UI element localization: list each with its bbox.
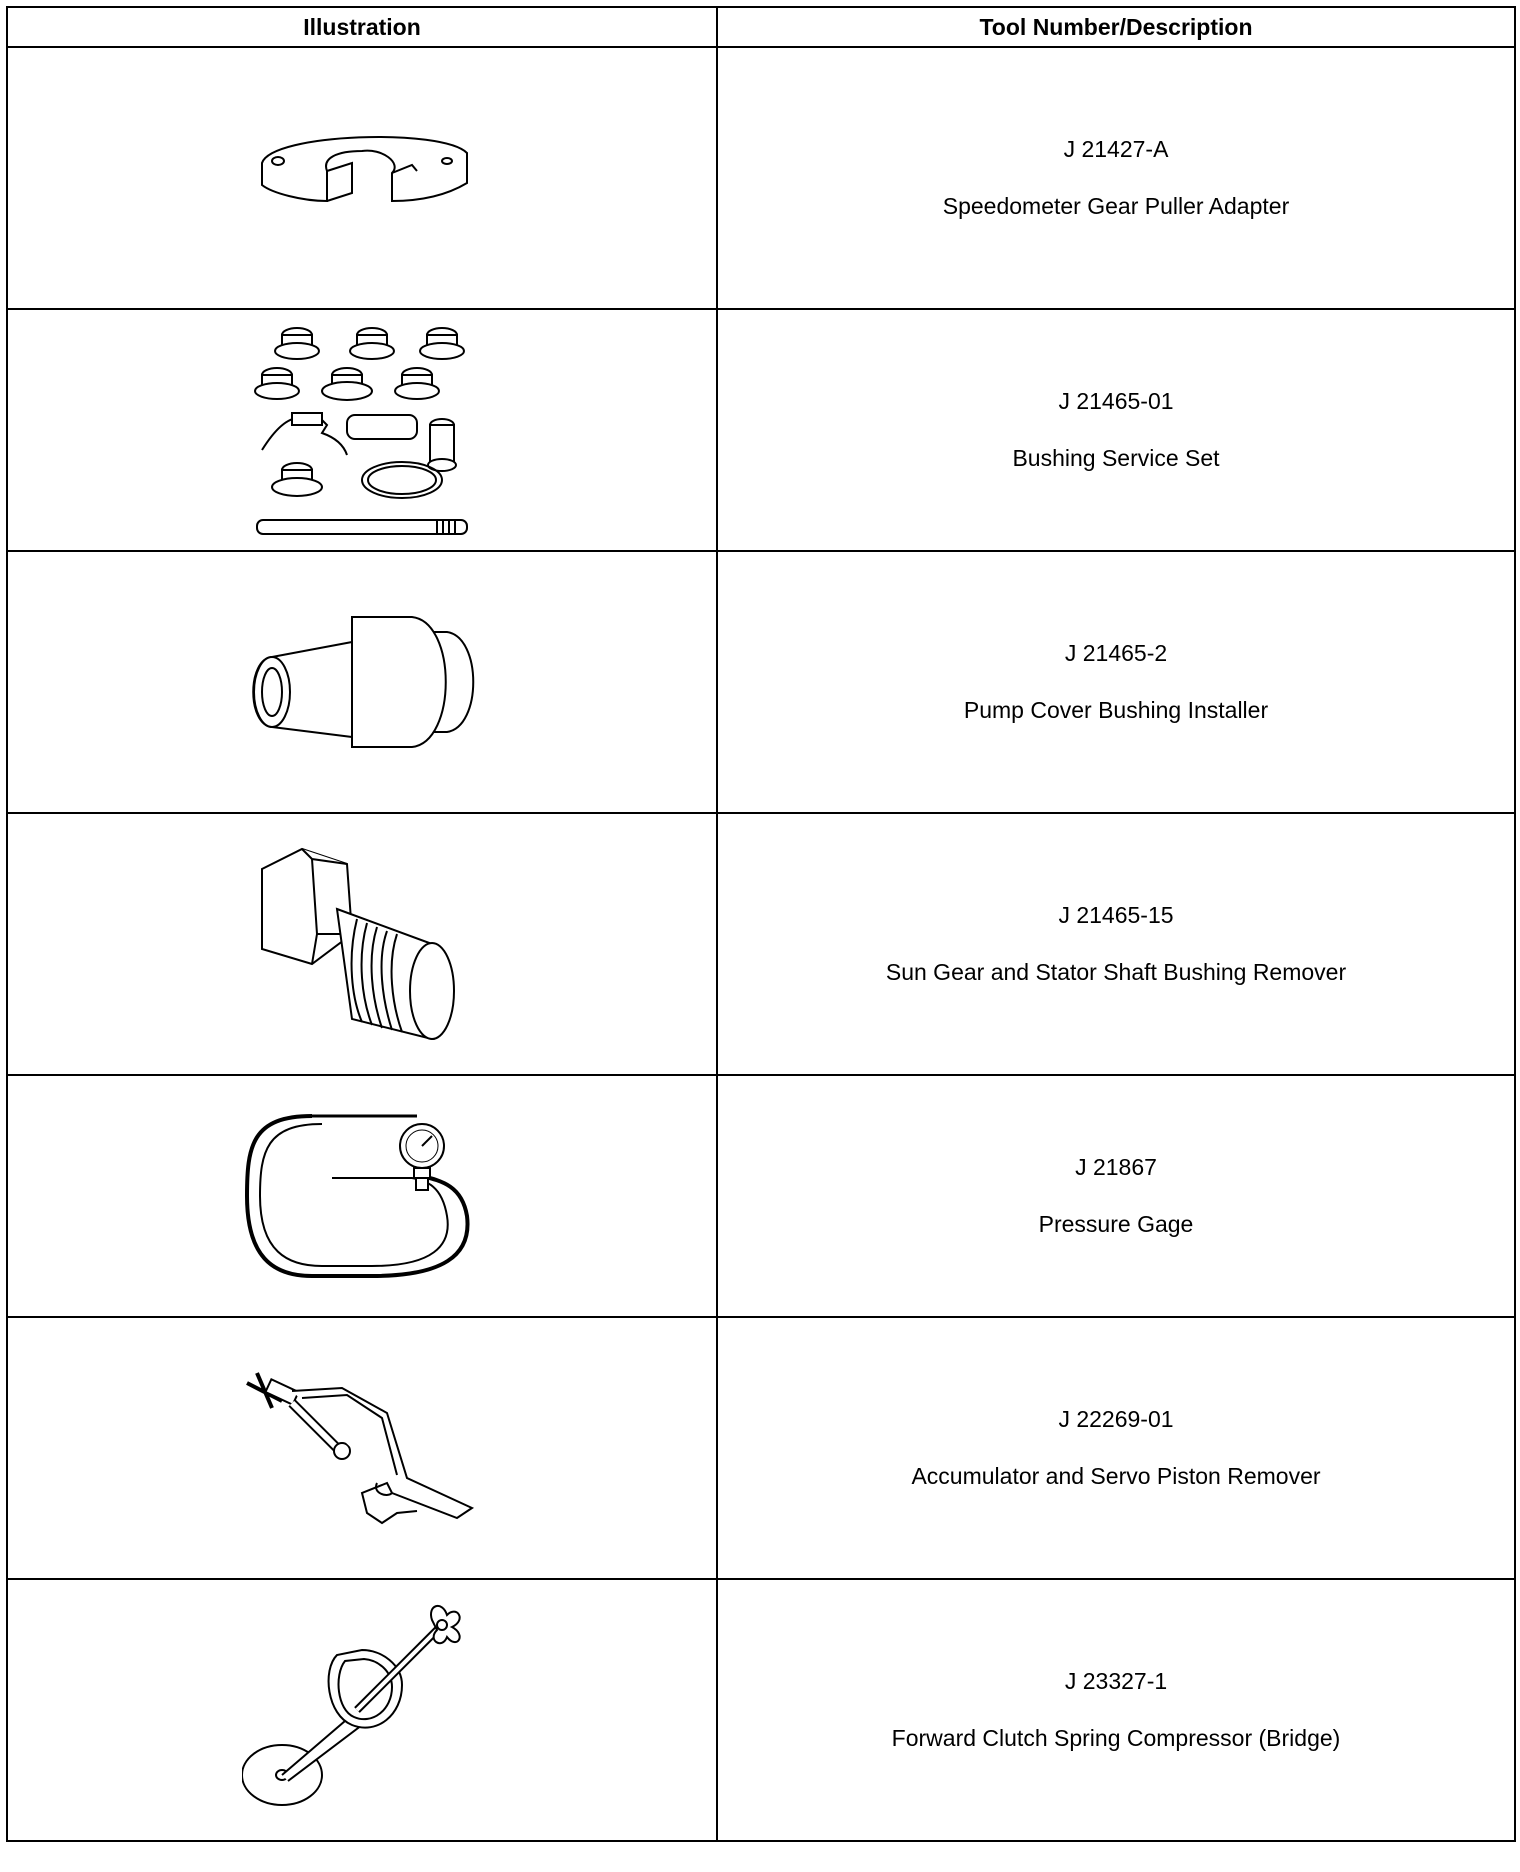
table-row	[7, 551, 1515, 813]
tool-number: J 21465-15	[1058, 902, 1174, 928]
tool-description-cell	[717, 309, 1515, 551]
bushing-set-icon	[247, 315, 477, 545]
tool-number: J 21427-A	[1063, 136, 1169, 162]
tool-description-cell	[717, 47, 1515, 309]
c-clamp-remover-icon	[242, 1363, 482, 1533]
tool-description: Pump Cover Bushing Installer	[963, 697, 1269, 723]
illustration-cell	[7, 1075, 717, 1317]
tool-number: J 21867	[1075, 1154, 1157, 1180]
illustration-cell	[7, 309, 717, 551]
tool-number: J 21465-2	[1064, 640, 1168, 666]
table-row	[7, 47, 1515, 309]
table-header-row	[7, 7, 1515, 47]
table-row	[7, 813, 1515, 1075]
illustration-cell	[7, 1579, 717, 1841]
illustration-column-header: Illustration	[7, 7, 717, 47]
tool-description: Pressure Gage	[1038, 1211, 1194, 1237]
tool-number: J 22269-01	[1058, 1406, 1174, 1432]
illustration-cell	[7, 1317, 717, 1579]
special-tools-table	[6, 6, 1516, 1842]
pressure-gage-hose-icon	[242, 1106, 482, 1286]
illustration-cell	[7, 813, 717, 1075]
tool-description-cell	[717, 1317, 1515, 1579]
tool-description: Bushing Service Set	[1012, 445, 1220, 471]
tool-description: Forward Clutch Spring Compressor (Bridge)	[891, 1725, 1341, 1751]
table-row	[7, 1579, 1515, 1841]
tool-description-cell	[717, 1579, 1515, 1841]
table-row	[7, 1317, 1515, 1579]
tool-description-cell	[717, 813, 1515, 1075]
stepped-installer-icon	[242, 597, 482, 767]
spring-compressor-bridge-icon	[242, 1595, 482, 1825]
illustration-cell	[7, 47, 717, 309]
tool-description: Speedometer Gear Puller Adapter	[942, 193, 1290, 219]
tool-column-header: Tool Number/Description	[717, 7, 1515, 47]
tool-number: J 21465-01	[1058, 388, 1174, 414]
split-collar-adapter-icon	[242, 123, 482, 233]
table-row	[7, 1075, 1515, 1317]
tool-description: Sun Gear and Stator Shaft Bushing Remover	[885, 959, 1347, 985]
illustration-cell	[7, 551, 717, 813]
table-row	[7, 309, 1515, 551]
tool-description-cell	[717, 1075, 1515, 1317]
tool-description-cell	[717, 551, 1515, 813]
hex-remover-icon	[242, 839, 482, 1049]
tool-number: J 23327-1	[1064, 1668, 1168, 1694]
tool-description: Accumulator and Servo Piston Remover	[911, 1463, 1321, 1489]
